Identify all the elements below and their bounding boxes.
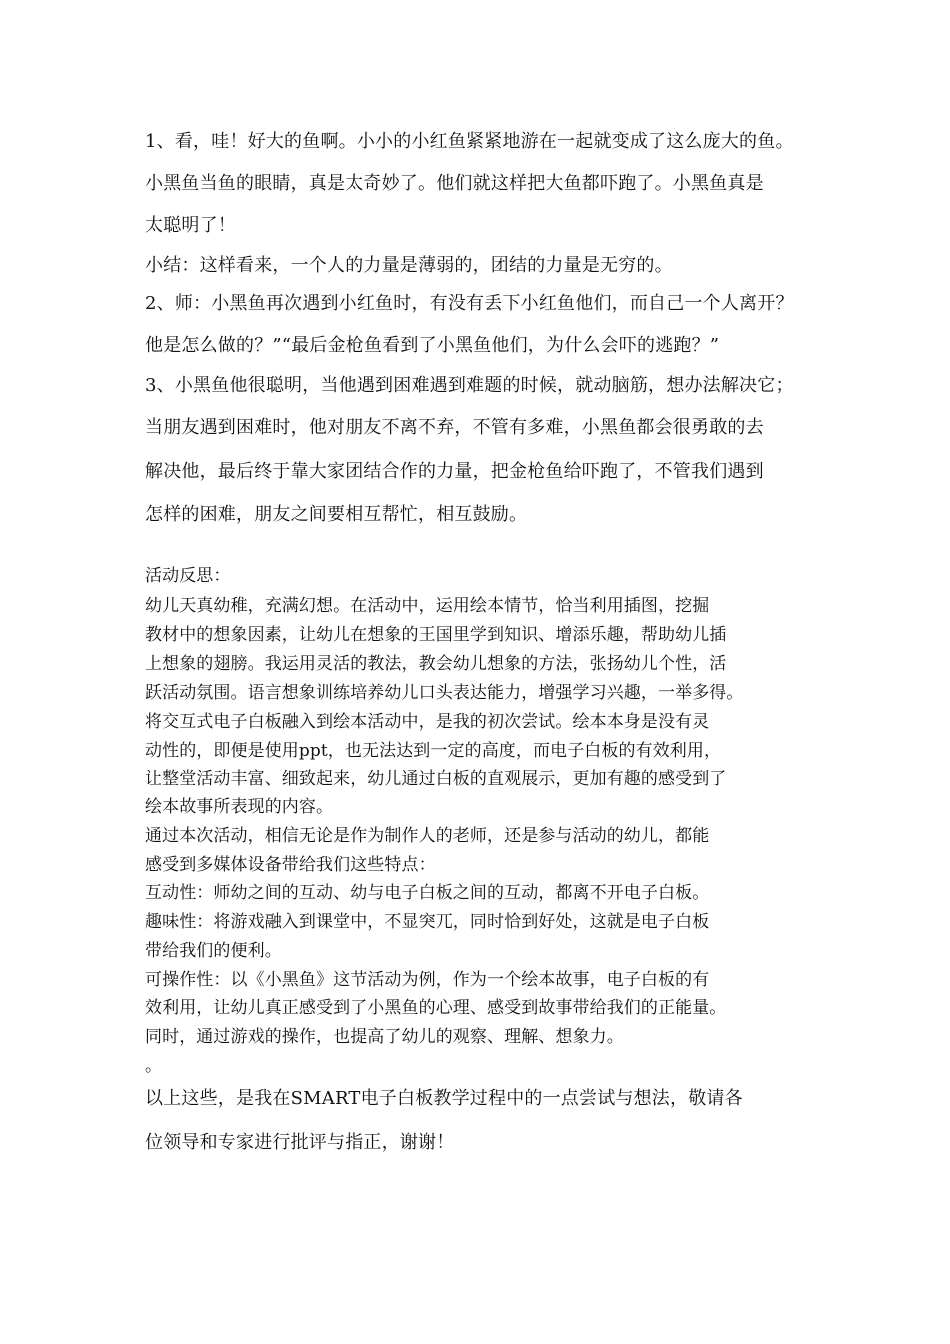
text-line: 太聪明了！ [145, 215, 236, 236]
text-line: 通过本次活动，相信无论是作为制作人的老师，还是参与活动的幼儿，都能 [145, 826, 710, 846]
text-line: 2、师：小黑鱼再次遇到小红鱼时，有没有丢下小红鱼他们，而自己一个人离开？ [145, 293, 794, 314]
text-line: 感受到多媒体设备带给我们这些特点： [145, 855, 436, 875]
text-line: 趣味性：将游戏融入到课堂中，不显突兀，同时恰到好处，这就是电子白板 [145, 912, 710, 932]
text-line: 幼儿天真幼稚，充满幻想。在活动中，运用绘本情节，恰当利用插图，挖掘 [145, 596, 710, 616]
text-line: 动性的，即便是使用ppt，也无法达到一定的高度，而电子白板的有效利用， [145, 741, 722, 761]
text-line: 他是怎么做的？”“最后金枪鱼看到了小黑鱼他们，为什么会吓的逃跑？” [145, 335, 720, 356]
text-line: 当朋友遇到困难时，他对朋友不离不弃，不管有多难，小黑鱼都会很勇敢的去 [145, 417, 764, 438]
text-line: 上想象的翅膀。我运用灵活的教法，教会幼儿想象的方法，张扬幼儿个性，活 [145, 654, 727, 674]
text-line: 教材中的想象因素，让幼儿在想象的王国里学到知识、增添乐趣，帮助幼儿插 [145, 625, 727, 645]
text-line: 跃活动氛围。语言想象训练培养幼儿口头表达能力，增强学习兴趣，一举多得。 [145, 683, 744, 703]
text-line: 将交互式电子白板融入到绘本活动中，是我的初次尝试。绘本本身是没有灵 [145, 712, 710, 732]
text-line: 可操作性：以《小黑鱼》这节活动为例，作为一个绘本故事，电子白板的有 [145, 970, 710, 990]
text-line: 让整堂活动丰富、细致起来，幼儿通过白板的直观展示，更加有趣的感受到了 [145, 769, 727, 789]
text-line: 以上这些，是我在SMART电子白板教学过程中的一点尝试与想法，敬请各 [145, 1088, 743, 1109]
summary-line: 小结：这样看来，一个人的力量是薄弱的，团结的力量是无穷的。 [145, 255, 673, 276]
text-line: 解决他，最后终于靠大家团结合作的力量，把金枪鱼给吓跑了，不管我们遇到 [145, 461, 764, 482]
text-line: 。 [145, 1056, 163, 1076]
text-line: 怎样的困难，朋友之间要相互帮忙，相互鼓励。 [145, 504, 528, 525]
text-line: 小黑鱼当鱼的眼睛，真是太奇妙了。他们就这样把大鱼都吓跑了。小黑鱼真是 [145, 173, 764, 194]
text-line: 绘本故事所表现的内容。 [145, 797, 334, 817]
text-line: 位领导和专家进行批评与指正，谢谢！ [145, 1132, 455, 1153]
text-line: 3、小黑鱼他很聪明，当他遇到困难遇到难题的时候，就动脑筋，想办法解决它； [145, 375, 794, 396]
text-line: 同时，通过游戏的操作，也提高了幼儿的观察、理解、想象力。 [145, 1027, 624, 1047]
text-line: 带给我们的便利。 [145, 941, 282, 961]
text-line: 效利用，让幼儿真正感受到了小黑鱼的心理、感受到故事带给我们的正能量。 [145, 998, 727, 1018]
reflection-heading: 活动反思： [145, 566, 231, 586]
text-line: 互动性：师幼之间的互动、幼与电子白板之间的互动，都离不开电子白板。 [145, 883, 710, 903]
text-line: 1、看，哇！好大的鱼啊。小小的小红鱼紧紧地游在一起就变成了这么庞大的鱼。 [145, 131, 794, 152]
